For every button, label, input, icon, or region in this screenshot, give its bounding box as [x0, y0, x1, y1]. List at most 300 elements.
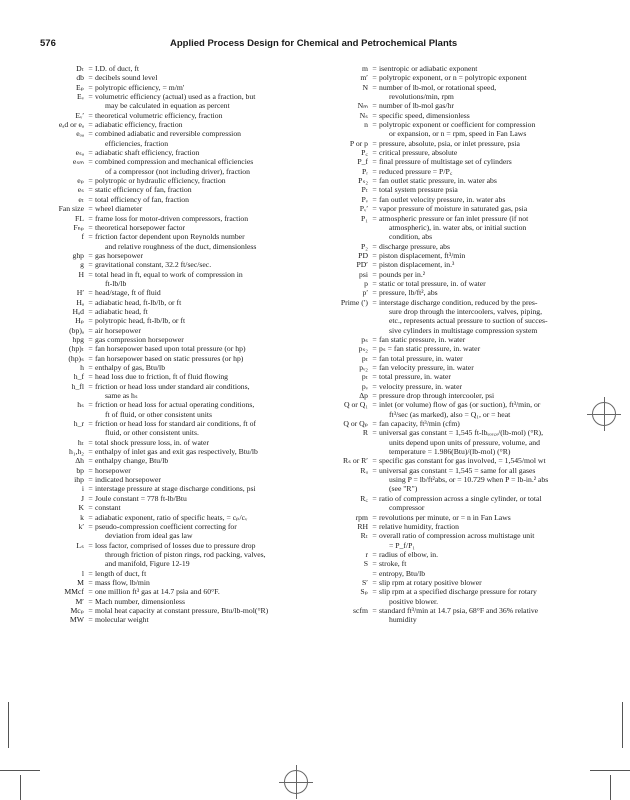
running-title: Applied Process Design for Chemical and Petrochemical Plants	[170, 38, 458, 49]
entry-definition: wheel diameter	[95, 204, 143, 214]
equals-sign: =	[372, 531, 377, 541]
crop-mark	[590, 770, 630, 771]
entry-definition: of a compressor (not including driver), fraction	[105, 166, 250, 176]
equals-sign: =	[372, 605, 377, 615]
entry-symbol: eₛₐ	[75, 148, 84, 158]
nomenclature-entry	[318, 307, 600, 316]
equals-sign	[86, 559, 95, 568]
equals-sign: =	[372, 456, 377, 466]
nomenclature-entry	[318, 157, 600, 166]
nomenclature-entry	[318, 101, 600, 110]
nomenclature-entry	[40, 363, 308, 372]
entry-symbol: Pᵣ	[361, 166, 368, 176]
crop-mark	[20, 775, 21, 800]
entry-symbol: Sₚ	[360, 587, 368, 597]
nomenclature-entry	[40, 195, 308, 204]
nomenclature-entry	[318, 400, 600, 409]
equals-sign: =	[88, 157, 93, 167]
equals-sign: =	[372, 381, 377, 391]
entry-definition: and manifold, Figure 12-19	[105, 559, 190, 569]
entry-definition: revolutions/min, rpm	[389, 92, 454, 102]
equals-sign: =	[372, 241, 377, 251]
entry-symbol: p	[364, 278, 368, 288]
equals-sign: =	[88, 110, 93, 120]
entry-symbol: Rᵤ	[360, 465, 368, 475]
entry-symbol: Q or Qₚ	[343, 419, 368, 429]
entry-symbol: M	[77, 577, 84, 587]
nomenclature-entry	[318, 428, 600, 437]
entry-definition: friction factor dependent upon Reynolds number	[95, 232, 245, 242]
entry-symbol: db	[76, 73, 84, 83]
entry-definition: through friction of piston rings, rod packing, valves,	[105, 549, 266, 559]
equals-sign	[86, 279, 95, 288]
equals-sign	[370, 484, 379, 493]
equals-sign: =	[372, 372, 377, 382]
entry-definition: loss factor, comprised of losses due to pressure drop	[95, 540, 256, 550]
entry-symbol: eₛ	[77, 185, 84, 195]
entry-symbol: K	[78, 503, 84, 513]
entry-symbol: Eₚ	[76, 82, 84, 92]
equals-sign: =	[372, 110, 377, 120]
entry-symbol	[40, 410, 86, 419]
entry-definition: revolutions per minute, or = n in Fan Laws	[379, 512, 511, 522]
equals-sign	[370, 541, 379, 550]
equals-sign: =	[372, 400, 377, 410]
entry-symbol: m′	[360, 73, 368, 83]
equals-sign: =	[88, 503, 93, 513]
entry-definition: fan horsepower based upon total pressure (or hp)	[95, 344, 246, 354]
entry-symbol: P_f	[357, 157, 368, 167]
equals-sign: =	[88, 260, 93, 270]
nomenclature-entry	[40, 419, 308, 428]
entry-symbol: Fₕₚ	[73, 222, 84, 232]
entry-symbol: Hₐd	[72, 306, 84, 316]
entry-definition: constant	[95, 503, 121, 513]
nomenclature-entry	[40, 447, 308, 456]
nomenclature-entry	[40, 466, 308, 475]
entry-symbol: pₛ	[361, 334, 368, 344]
entry-definition: one million ft³ gas at 14.7 psia and 60°F.	[95, 587, 220, 597]
equals-sign: =	[88, 334, 93, 344]
nomenclature-entry	[40, 615, 308, 624]
nomenclature-entry	[318, 129, 600, 138]
nomenclature-entry	[318, 503, 600, 512]
entry-definition: fan total pressure, in. water	[379, 353, 463, 363]
entry-symbol: n	[364, 120, 368, 130]
nomenclature-entry	[40, 129, 308, 138]
entry-symbol: PD′	[356, 260, 368, 270]
equals-sign: =	[372, 428, 377, 438]
nomenclature-entry	[318, 354, 600, 363]
equals-sign: =	[372, 185, 377, 195]
nomenclature-entry	[40, 597, 308, 606]
entry-symbol: J	[81, 493, 84, 503]
entry-definition: frame loss for motor-driven compressors, fraction	[95, 213, 249, 223]
nomenclature-entry	[318, 513, 600, 522]
entry-definition: and relative roughness of the duct, dimensionless	[105, 241, 257, 251]
entry-symbol: g	[80, 260, 84, 270]
entry-definition: piston displacement, in.³	[379, 260, 455, 270]
entry-definition: polytropic head, ft-lb/lb, or ft	[95, 316, 186, 326]
crop-mark	[8, 702, 9, 748]
equals-sign	[370, 223, 379, 232]
nomenclature-entry	[318, 391, 600, 400]
entry-symbol: i	[81, 484, 84, 494]
nomenclature-entry	[40, 382, 308, 391]
entry-definition: gas compression horsepower	[95, 334, 184, 344]
entry-definition: adiabatic exponent, ratio of specific heats, = cₚ/cᵥ	[95, 512, 248, 522]
nomenclature-entry	[40, 578, 308, 587]
entry-symbol: Eᵥ′	[75, 110, 84, 120]
equals-sign: =	[88, 325, 93, 335]
nomenclature-entry	[318, 251, 600, 260]
nomenclature-entry	[40, 92, 308, 101]
nomenclature-entry	[40, 270, 308, 279]
entry-symbol: hpg	[72, 334, 84, 344]
nomenclature-entry	[318, 288, 600, 297]
entry-symbol: Hₐ	[76, 297, 84, 307]
entry-symbol: f	[81, 232, 84, 242]
nomenclature-entry	[40, 298, 308, 307]
entry-definition: stroke, ft	[379, 559, 407, 569]
entry-symbol	[318, 569, 370, 578]
entry-definition: static or total pressure, in. of water	[379, 278, 486, 288]
entry-symbol	[40, 139, 86, 148]
nomenclature-entry	[40, 410, 308, 419]
equals-sign: =	[88, 353, 93, 363]
entry-definition: volumetric efficiency (actual) used as a fraction, but	[95, 92, 256, 102]
entry-definition: adiabatic shaft efficiency, fraction	[95, 148, 200, 158]
entry-definition: adiabatic head, ft	[95, 306, 148, 316]
equals-sign	[370, 410, 379, 419]
nomenclature-entry	[318, 410, 600, 419]
entry-symbol	[40, 550, 86, 559]
entry-symbol	[40, 242, 86, 251]
equals-sign	[86, 167, 95, 176]
entry-symbol: P or p	[349, 138, 368, 148]
entry-definition: = P_f/P₁	[389, 540, 416, 550]
equals-sign: =	[372, 64, 377, 73]
nomenclature-entry	[318, 335, 600, 344]
entry-symbol	[40, 531, 86, 540]
nomenclature-entry	[318, 382, 600, 391]
entry-symbol	[40, 101, 86, 110]
entry-symbol	[318, 447, 370, 456]
entry-definition: Joule constant = 778 ft-lb/Btu	[95, 493, 187, 503]
entry-symbol	[40, 428, 86, 437]
nomenclature-entry	[40, 541, 308, 550]
nomenclature-entry	[318, 139, 600, 148]
nomenclature-entry	[318, 475, 600, 484]
nomenclature-entry	[40, 288, 308, 297]
equals-sign: =	[372, 288, 377, 298]
entry-definition: or expansion, or n = rpm, speed in Fan Laws	[389, 129, 527, 139]
nomenclature-entry	[40, 251, 308, 260]
nomenclature-entry	[40, 214, 308, 223]
entry-definition: critical pressure, absolute	[379, 148, 458, 158]
entry-symbol: Rₛ or R′	[342, 456, 368, 466]
entry-definition: gravitational constant, 32.2 ft/sec/sec.	[95, 260, 212, 270]
entry-definition: number of lb-mol, or rotational speed,	[379, 82, 497, 92]
nomenclature-entry	[40, 223, 308, 232]
nomenclature-entry	[40, 260, 308, 269]
equals-sign	[86, 101, 95, 110]
entry-definition: polytropic or hydraulic efficiency, fraction	[95, 176, 226, 186]
entry-symbol: hₜ	[77, 437, 84, 447]
entry-symbol: S	[363, 559, 368, 569]
entry-definition: friction or head loss under standard air conditions,	[95, 381, 250, 391]
equals-sign	[370, 447, 379, 456]
entry-definition: friction or head loss for actual operating conditions,	[95, 400, 255, 410]
entry-definition: head/stage, ft of fluid	[95, 288, 161, 298]
nomenclature-entry	[318, 372, 600, 381]
nomenclature-entry	[40, 456, 308, 465]
entry-symbol: pᵥ₂	[359, 363, 368, 372]
nomenclature-entry	[318, 326, 600, 335]
entry-symbol: pₛ₂	[358, 344, 368, 354]
nomenclature-entry	[318, 363, 600, 372]
nomenclature-entry	[318, 270, 600, 279]
entry-definition: theoretical volumetric efficiency, fraction	[95, 110, 223, 120]
entry-definition: deviation from ideal gas law	[105, 531, 193, 541]
nomenclature-entry	[40, 344, 308, 353]
nomenclature-right-column	[318, 64, 600, 625]
nomenclature-entry	[40, 428, 308, 437]
equals-sign: =	[88, 465, 93, 475]
entry-definition: humidity	[389, 615, 417, 625]
entry-symbol	[40, 391, 86, 400]
equals-sign: =	[88, 250, 93, 260]
nomenclature-entry	[318, 569, 600, 578]
equals-sign	[86, 242, 95, 251]
entry-definition: fan outlet velocity pressure, in. water abs	[379, 194, 506, 204]
equals-sign: =	[372, 73, 377, 83]
nomenclature-entry	[318, 242, 600, 251]
equals-sign: =	[88, 419, 93, 429]
equals-sign: =	[88, 82, 93, 92]
entry-symbol	[318, 129, 370, 138]
entry-definition: decibels sound level	[95, 73, 158, 83]
entry-symbol: h₁,h₂	[69, 447, 84, 457]
entry-definition: total shock pressure loss, in. of water	[95, 437, 210, 447]
equals-sign	[86, 139, 95, 148]
entry-definition: overall ratio of compression across multistage unit	[379, 531, 535, 541]
entry-symbol: psi	[359, 269, 368, 279]
entry-definition: relative humidity, fraction	[379, 521, 459, 531]
entry-definition: standard ft³/min at 14.7 psia, 68°F and 36% relative	[379, 605, 539, 615]
equals-sign: =	[372, 278, 377, 288]
nomenclature-entry	[318, 204, 600, 213]
entry-definition: fluid, or other consistent units.	[105, 428, 199, 438]
nomenclature-entry	[318, 73, 600, 82]
equals-sign: =	[88, 437, 93, 447]
entry-symbol	[318, 615, 370, 624]
equals-sign: =	[88, 306, 93, 316]
entry-symbol: Q or Q₁	[343, 400, 368, 410]
equals-sign: =	[88, 493, 93, 503]
equals-sign	[370, 307, 379, 316]
equals-sign: =	[88, 148, 93, 158]
entry-symbol: pₜ	[361, 353, 368, 363]
equals-sign: =	[88, 344, 93, 354]
equals-sign: =	[88, 363, 93, 372]
entry-definition: universal gas constant = 1,545 = same for all gases	[379, 465, 536, 475]
nomenclature-entry	[40, 438, 308, 447]
nomenclature-entry	[40, 83, 308, 92]
entry-definition: enthalpy change, Btu/lb	[95, 456, 169, 466]
equals-sign: =	[372, 166, 377, 176]
entry-symbol	[318, 92, 370, 101]
equals-sign: =	[88, 447, 93, 457]
equals-sign: =	[372, 577, 377, 587]
entry-definition: pressure, absolute, psia, or inlet pressure, psia	[379, 138, 520, 148]
entry-symbol: l	[81, 568, 84, 578]
entry-definition: combined adiabatic and reversible compression	[95, 129, 242, 139]
equals-sign	[370, 316, 379, 325]
entry-symbol: S′	[362, 577, 368, 587]
entry-symbol	[40, 279, 86, 288]
equals-sign	[86, 550, 95, 559]
entry-definition: combined compression and mechanical efficiencies	[95, 157, 254, 167]
entry-symbol: Rₜ	[360, 531, 368, 541]
equals-sign: =	[88, 316, 93, 326]
entry-definition: adiabatic efficiency, fraction	[95, 120, 183, 130]
equals-sign	[86, 410, 95, 419]
entry-symbol: PD	[358, 250, 368, 260]
equals-sign: =	[88, 596, 93, 606]
entry-definition: mass flow, lb/min	[95, 577, 150, 587]
entry-symbol: N	[362, 82, 368, 92]
entry-symbol: Lₛ	[76, 540, 84, 550]
nomenclature-entry	[318, 214, 600, 223]
entry-definition: number of lb-mol gas/hr	[379, 101, 454, 111]
nomenclature-entry	[318, 484, 600, 493]
equals-sign: =	[88, 540, 93, 550]
equals-sign: =	[372, 353, 377, 363]
equals-sign: =	[372, 260, 377, 270]
entry-definition: pressure drop through intercooler, psi	[379, 391, 495, 401]
entry-symbol	[318, 410, 370, 419]
page-number: 576	[40, 38, 56, 49]
entry-symbol: Pᵥ′	[359, 204, 368, 214]
equals-sign: =	[372, 521, 377, 531]
entry-symbol: eₐd or eₐ	[58, 120, 84, 130]
nomenclature-entry	[40, 494, 308, 503]
equals-sign: =	[372, 493, 377, 503]
nomenclature-entry	[318, 344, 600, 353]
nomenclature-entry	[318, 531, 600, 540]
nomenclature-entry	[318, 111, 600, 120]
registration-mark-icon	[284, 770, 308, 794]
entry-symbol	[318, 597, 370, 606]
nomenclature-entry	[40, 316, 308, 325]
entry-definition: enthalpy of gas, Btu/lb	[95, 363, 166, 372]
equals-sign	[86, 391, 95, 400]
equals-sign: =	[372, 568, 377, 578]
nomenclature-entry	[40, 326, 308, 335]
entry-definition: molecular weight	[95, 615, 149, 625]
equals-sign: =	[88, 605, 93, 615]
nomenclature-entry	[40, 139, 308, 148]
entry-symbol: k	[80, 512, 84, 522]
nomenclature-entry	[40, 167, 308, 176]
nomenclature-entry	[40, 279, 308, 288]
nomenclature-entry	[318, 522, 600, 531]
entry-definition: may be calculated in equation as percent	[105, 101, 230, 111]
equals-sign: =	[372, 587, 377, 597]
entry-definition: condition, abs	[389, 232, 433, 242]
entry-symbol: (hp)ₛ	[68, 353, 84, 363]
nomenclature-entry	[318, 316, 600, 325]
nomenclature-entry	[318, 260, 600, 269]
equals-sign	[86, 428, 95, 437]
equals-sign: =	[372, 559, 377, 569]
nomenclature-entry	[318, 195, 600, 204]
entry-symbol	[40, 559, 86, 568]
equals-sign: =	[88, 222, 93, 232]
entry-definition: pₛ = fan static pressure, in. water	[379, 344, 481, 354]
entry-definition: adiabatic head, ft-lb/lb, or ft	[95, 297, 182, 307]
equals-sign: =	[372, 176, 377, 186]
nomenclature-entry	[318, 64, 600, 73]
entry-symbol: P₂	[361, 241, 368, 251]
equals-sign: =	[88, 568, 93, 578]
entry-symbol: pₜ	[361, 372, 368, 382]
crop-mark	[610, 775, 611, 800]
entry-definition: air horsepower	[95, 325, 141, 335]
entry-symbol: M′	[75, 596, 84, 606]
entry-symbol: hₛ	[77, 400, 84, 410]
nomenclature-entry	[40, 185, 308, 194]
nomenclature-entry	[40, 157, 308, 166]
entry-symbol: Pₜ	[361, 185, 368, 195]
equals-sign: =	[372, 194, 377, 204]
equals-sign: =	[88, 73, 93, 83]
nomenclature-entry	[318, 456, 600, 465]
equals-sign	[370, 475, 379, 484]
entry-definition: fan horsepower based on static pressures (or hp)	[95, 353, 244, 363]
entry-symbol	[40, 167, 86, 176]
entry-definition: vapor pressure of moisture in saturated gas, psia	[379, 204, 528, 214]
nomenclature-entry	[318, 298, 600, 307]
entry-symbol: p′	[362, 288, 368, 298]
nomenclature-entry	[40, 232, 308, 241]
equals-sign: =	[372, 204, 377, 214]
equals-sign: =	[372, 344, 377, 354]
entry-symbol: H′	[76, 288, 84, 298]
nomenclature-entry	[40, 587, 308, 596]
entry-definition: discharge pressure, abs	[379, 241, 450, 251]
entry-definition: entropy, Btu/lb	[379, 568, 426, 578]
entry-definition: reduced pressure = P/P꜀	[379, 166, 453, 176]
entry-definition: interstage discharge condition, reduced by the pres-	[379, 297, 538, 307]
entry-symbol	[318, 223, 370, 232]
entry-symbol: Pₛ₂	[358, 176, 368, 186]
entry-definition: slip rpm at rotary positive blower	[379, 577, 482, 587]
equals-sign: =	[372, 120, 377, 130]
entry-definition: theoretical horsepower factor	[95, 222, 186, 232]
entry-symbol	[318, 316, 370, 325]
nomenclature-entry	[40, 513, 308, 522]
equals-sign: =	[372, 250, 377, 260]
entry-definition: radius of elbow, in.	[379, 549, 439, 559]
entry-symbol: R	[362, 428, 368, 438]
nomenclature-entry	[318, 447, 600, 456]
entry-definition: pounds per in.²	[379, 269, 426, 279]
entry-symbol: rpm	[355, 512, 368, 522]
equals-sign: =	[88, 615, 93, 625]
entry-definition: fan velocity pressure, in. water	[379, 363, 474, 372]
